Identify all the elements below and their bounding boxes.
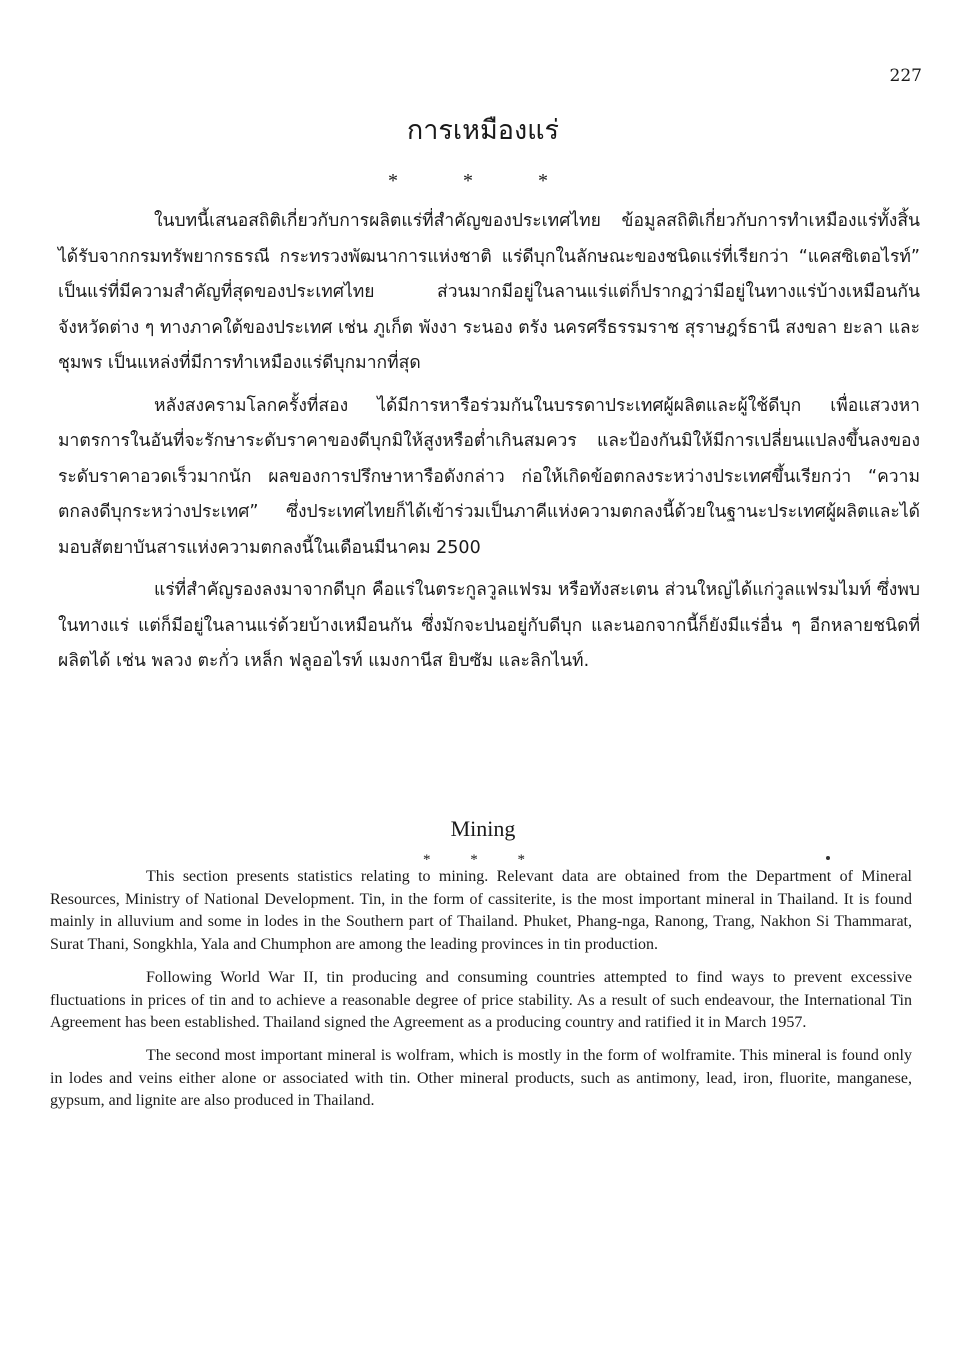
english-paragraph-3: The second most important mineral is wolfram, which is mostly in the form of wolframite. This mineral is found only in lodes and veins either alone or associated with tin. Other mineral products, such as antimony, lead, iron, fluorite, manganese, gypsum, and lignite are also produced in Thailand. <box>50 1046 912 1110</box>
english-paragraph-2: Following World War II, tin producing and consuming countries attempted to find ways to prevent excessive fluctuations in prices of tin and to achieve a reasonable degree of price stability. As a result of such endeavour, the International Tin Agreement has been established. Thailand signed the Agreement as a producing country and ratified it in March 1957. <box>50 968 912 1032</box>
scan-speck <box>826 856 830 860</box>
english-section-divider: * * * <box>423 852 543 868</box>
english-section-title: Mining <box>450 816 516 841</box>
thai-paragraph-1: ในบทนี้เสนอสถิติเกี่ยวกับการผลิตแร่ที่สำคัญของประเทศไทย ข้อมูลสถิติเกี่ยวกับการทำเหมืองแร่ทั้งสิ้น ได้รับจากกรมทรัพยากรธรณี กระทรวงพัฒนาการแห่งชาติ แร่ดีบุกในลักษณะของชนิดแร่ที่เรียกว่า “แคสซิเตอไรท์” เป็นแร่ที่มีความสำคัญที่สุดของประเทศไทย ส่วนมากมีอยู่ในลานแร่แต่ก็ปรากฏว่ามีอยู่ในทางแร่บ้างเหมือนกัน จังหวัดต่าง ๆ ทางภาคใต้ของประเทศ เช่น ภูเก็ต พังงา ระนอง ตรัง นครศรีธรรมราช สุราษฎร์ธานี สงขลา ยะลา และชุมพร เป็นแหล่งที่มีการทำเหมืองแร่ดีบุกมากที่สุด <box>58 211 920 373</box>
page-number: 227 <box>889 66 922 86</box>
thai-section-divider: * * * <box>388 170 578 192</box>
english-body-text <box>50 866 912 1113</box>
english-paragraph-1: This section presents statistics relating to mining. Relevant data are obtained from the Department of Mineral Resources, Ministry of National Development. Tin, in the form of cassiterite, is the most important mineral in Thailand. It is found mainly in alluvium and some in lodes in the Southern part of Thailand. Phuket, Phang-nga, Ranong, Trang, Nakhon Si Thammarat, Surat Thani, Songkhla, Yala and Chumphon are among the leading provinces in tin production. <box>50 868 912 954</box>
thai-paragraph-2: หลังสงครามโลกครั้งที่สอง ได้มีการหารือร่วมกันในบรรดาประเทศผู้ผลิตและผู้ใช้ดีบุก เพื่อแสวงหามาตรการในอันที่จะรักษาระดับราคาของดีบุกมิให้สูงหรือต่ำเกินสมควร และป้องกันมิให้มีการเปลี่ยนแปลงขึ้นลงของระดับราคาอวดเร็วมากนัก ผลของการปรึกษาหารือดังกล่าว ก่อให้เกิดข้อตกลงระหว่างประเทศขึ้นเรียกว่า “ความตกลงดีบุกระหว่างประเทศ” ซึ่งประเทศไทยก็ได้เข้าร่วมเป็นภาคีแห่งความตกลงนี้ด้วยในฐานะประเทศผู้ผลิตและได้มอบสัตยาบันสารแห่งความตกลงนี้ในเดือนมีนาคม 2500 <box>58 395 920 558</box>
thai-section-title: การเหมืองแร่ <box>406 115 560 146</box>
thai-paragraph-3: แร่ที่สำคัญรองลงมาจากดีบุก คือแร่ในตระกูลวูลแฟรม หรือทังสะเตน ส่วนใหญ่ได้แก่วูลแฟรมไมท์ ซึ่งพบในทางแร่ แต่ก็มีอยู่ในลานแร่ด้วยบ้างเหมือนกัน ซึ่งมักจะปนอยู่กับดีบุก และนอกจากนี้ก็ยังมีแร่อื่น ๆ อีกหลายชนิดที่ผลิตได้ เช่น พลวง ตะกั่ว เหล็ก ฟลูออไรท์ แมงกานีส ยิบซัม และลิกไนท์. <box>58 580 920 671</box>
thai-body-text <box>58 204 920 680</box>
